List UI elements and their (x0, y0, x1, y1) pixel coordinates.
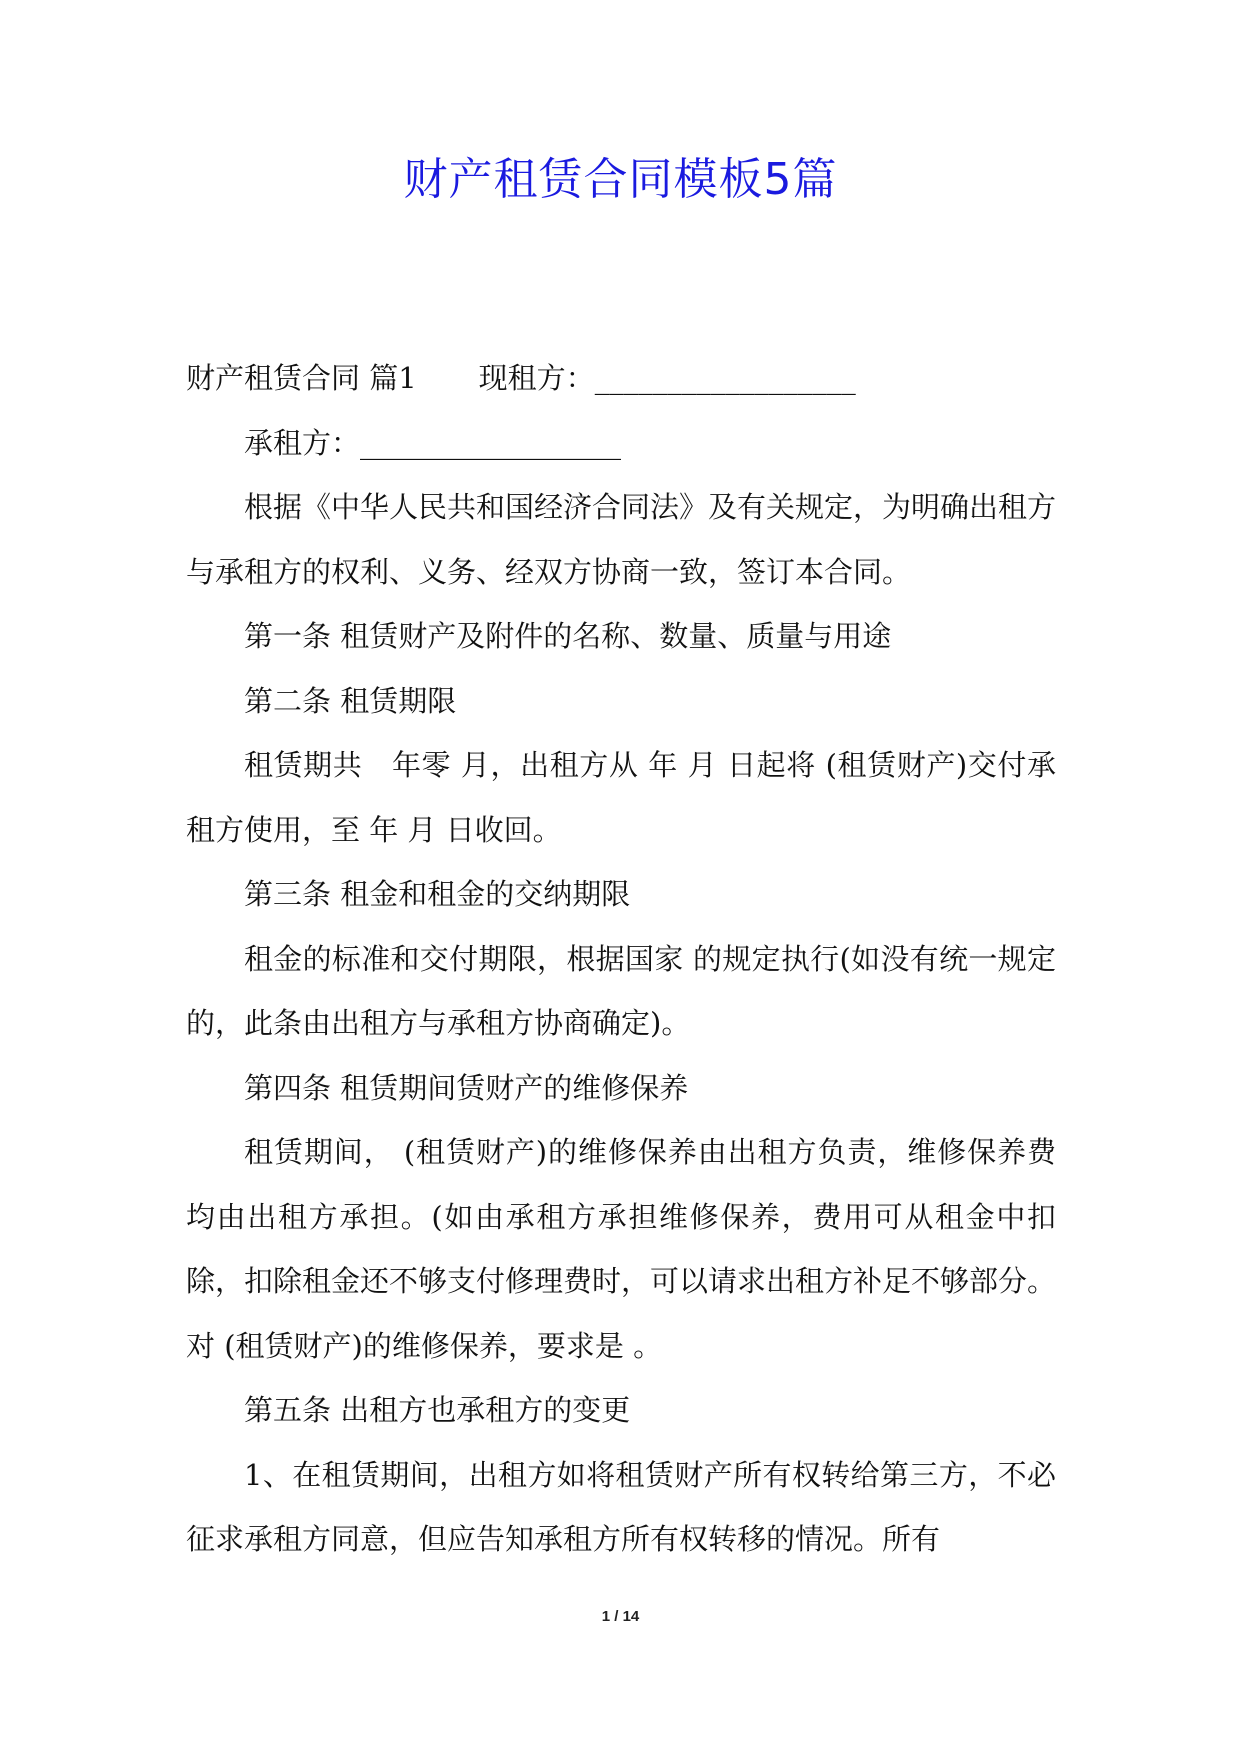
paragraph-preamble: 根据《中华人民共和国经济合同法》及有关规定，为明确出租方与承租方的权利、义务、经双方协商一致，签订本合同。 (186, 490, 1057, 589)
article-4-heading: 第四条 租赁期间赁财产的维修保养 (244, 1070, 689, 1105)
page-number: 1 / 14 (601, 1608, 640, 1625)
article-3-heading: 第三条 租金和租金的交纳期限 (244, 877, 631, 911)
document-body (186, 346, 1056, 1572)
article-1-heading: 第一条 租赁财产及附件的名称、数量、质量与用途 (244, 619, 892, 653)
section-heading: 财产租赁合同 篇1 (186, 361, 417, 395)
lessor-label: 现租方： (478, 361, 595, 395)
lessee-label: 承租方： (244, 425, 361, 460)
article-5-clause-1: 1、在租赁期间，出租方如将租赁财产所有权转给第三方，不必征求承租方同意，但应告知承租方所有权转移的情况。所有 (186, 1457, 1056, 1556)
lessee-blank: __________________ (360, 425, 622, 460)
section-heading-line (186, 346, 1056, 411)
article-2-heading: 第二条 租赁期限 (244, 683, 457, 718)
document-title: 财产租赁合同模板5篇 (403, 154, 838, 205)
lessor-blank: __________________ (594, 361, 856, 395)
article-2-body: 租赁期共 年零 月，出租方从 年 月 日起将 (租赁财产)交付承租方使用，至 年 月 日收回。 (186, 748, 1056, 847)
article-4-body: 租赁期间， (租赁财产)的维修保养由出租方负责，维修保养费均由出租方承担。(如由承租方承担维修保养，费用可从租金中扣除，扣除租金还不够支付修理费时，可以请求出租方补足不够部分。对 (租赁财产)的维修保养，要求是 。 (186, 1135, 1057, 1363)
lessee-line (186, 411, 1056, 476)
article-3-body: 租金的标准和交付期限，根据国家 的规定执行(如没有统一规定的，此条由出租方与承租方协商确定)。 (186, 941, 1056, 1040)
article-5-heading: 第五条 出租方也承租方的变更 (244, 1393, 631, 1427)
